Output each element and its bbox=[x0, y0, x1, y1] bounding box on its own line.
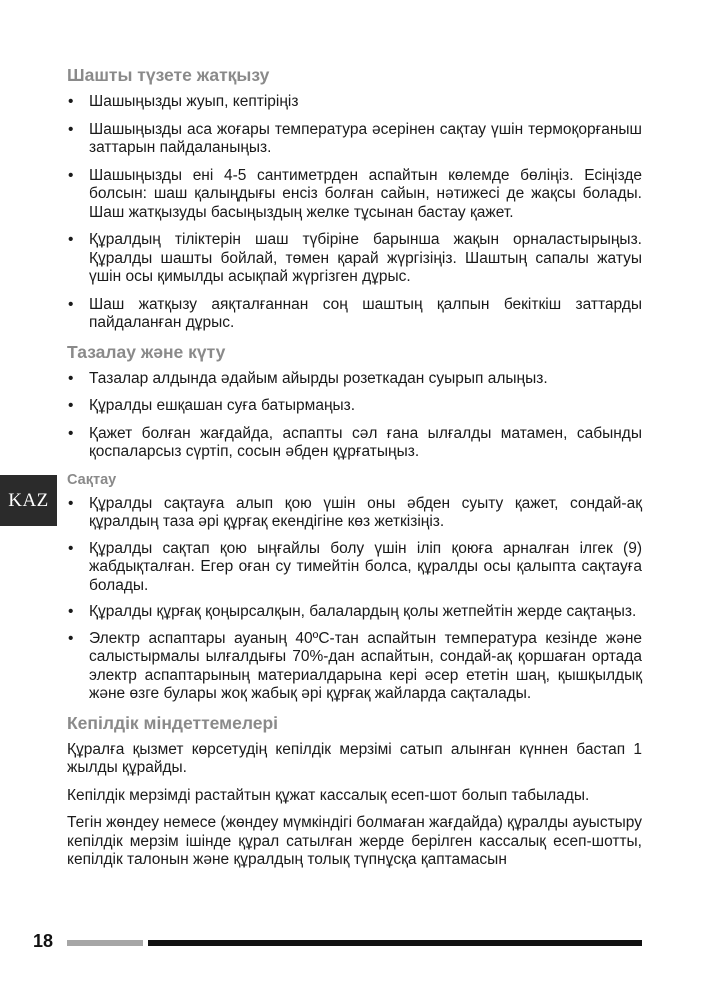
warranty-paragraph: Кепілдік мерзімді растайтын құжат кассалық есеп-шот болып табылады. bbox=[67, 786, 590, 804]
list-item: • Шаш жатқызу аяқталғаннан соң шаштың қалпын бекіткіш заттарды пайдаланған дұрыс. bbox=[67, 296, 642, 333]
storage-list bbox=[67, 495, 642, 704]
cleaning-list bbox=[67, 370, 642, 462]
list-item: • Құралды құрғақ қоңырсалқын, балалардың қолы жетпейтін жерде сақтаңыз. bbox=[67, 603, 642, 622]
footer-rule-gray bbox=[67, 940, 143, 946]
language-tab: KAZ bbox=[0, 475, 57, 526]
section-title-storage: Сақтау bbox=[67, 471, 117, 488]
list-item: • Құралды сақтап қою ыңғайлы болу үшін іліп қоюға арналған ілгек (9) жабдықталған. Егер оған су тимейтін болса, құралды осы қалыпта сақтауға болады. bbox=[67, 540, 642, 596]
list-item: • Электр аспаптары ауаның 40ºС-тан аспайтын температура кезінде және салыстырмалы ылғалдығы 70%-дан аспайтын, сондай-ақ қоршаған ортада электр аспаптарының материалдарына кері әсер ететін шаң, қышқылдық және өзге булары жоқ жабық әрі құрғақ жайларда сақталады. bbox=[67, 630, 642, 704]
section-title-cleaning: Тазалау және күту bbox=[67, 341, 226, 362]
list-item: • Шашыңызды ені 4-5 сантиметрден аспайтын көлемде бөліңіз. Есіңізде болсын: шаш қалыңдығы енсіз болған сайын, нәтижесі де жақсы болады. Шаш жатқызуды басыңыздың желке тұсынан бастау қажет. bbox=[67, 167, 642, 223]
section-title-warranty: Кепілдік міндеттемелері bbox=[67, 712, 279, 733]
section-title-hair-styling: Шашты түзете жатқызу bbox=[67, 65, 270, 85]
list-item: • Құралды сақтауға алып қою үшін оны әбден суыту қажет, сондай-ақ құралдың таза әрі құрғақ екендігіне көз жеткізіңіз. bbox=[67, 495, 642, 532]
list-item: • Тазалар алдында әдайым айырды розеткадан суырып алыңыз. bbox=[67, 370, 642, 389]
warranty-paragraph: Құралға қызмет көрсетудің кепілдік мерзімі сатып алынған күннен бастап 1 жылды құрайды. bbox=[67, 740, 642, 776]
list-item: • Шашыңызды аса жоғары температура әсерінен сақтау үшін термоқорғаныш заттарын пайдаланыңыз. bbox=[67, 121, 642, 158]
warranty-paragraph: Тегін жөндеу немесе (жөндеу мүмкіндігі болмаған жағдайда) құралды ауыстыру кепілдік мерзім ішінде құрал сатылған жерде берілген кассалық есеп-шотты, кепілдік талонын және құралдың толық түпнұсқа қаптамасын bbox=[67, 814, 642, 868]
page-number: 18 bbox=[33, 931, 54, 951]
list-item: • Қажет болған жағдайда, аспапты сәл ғана ылғалды матамен, сабынды қоспаларсыз сүртіп, сосын әбден құрғатыңыз. bbox=[67, 425, 642, 462]
page-content bbox=[67, 64, 642, 870]
list-item: • Құралды ешқашан суға батырмаңыз. bbox=[67, 397, 642, 416]
footer-rule-dark bbox=[148, 940, 642, 946]
list-item: • Құралдың тіліктерін шаш түбіріне барынша жақын орналастырыңыз. Құралды шашты бойлай, төмен қарай жүргізіңіз. Шаштың сапалы жатуы үшін осы қимылды асықпай жүргізген дұрыс. bbox=[67, 231, 642, 287]
hair-styling-list bbox=[67, 93, 642, 333]
list-item: • Шашыңызды жуып, кептіріңіз bbox=[67, 93, 642, 112]
